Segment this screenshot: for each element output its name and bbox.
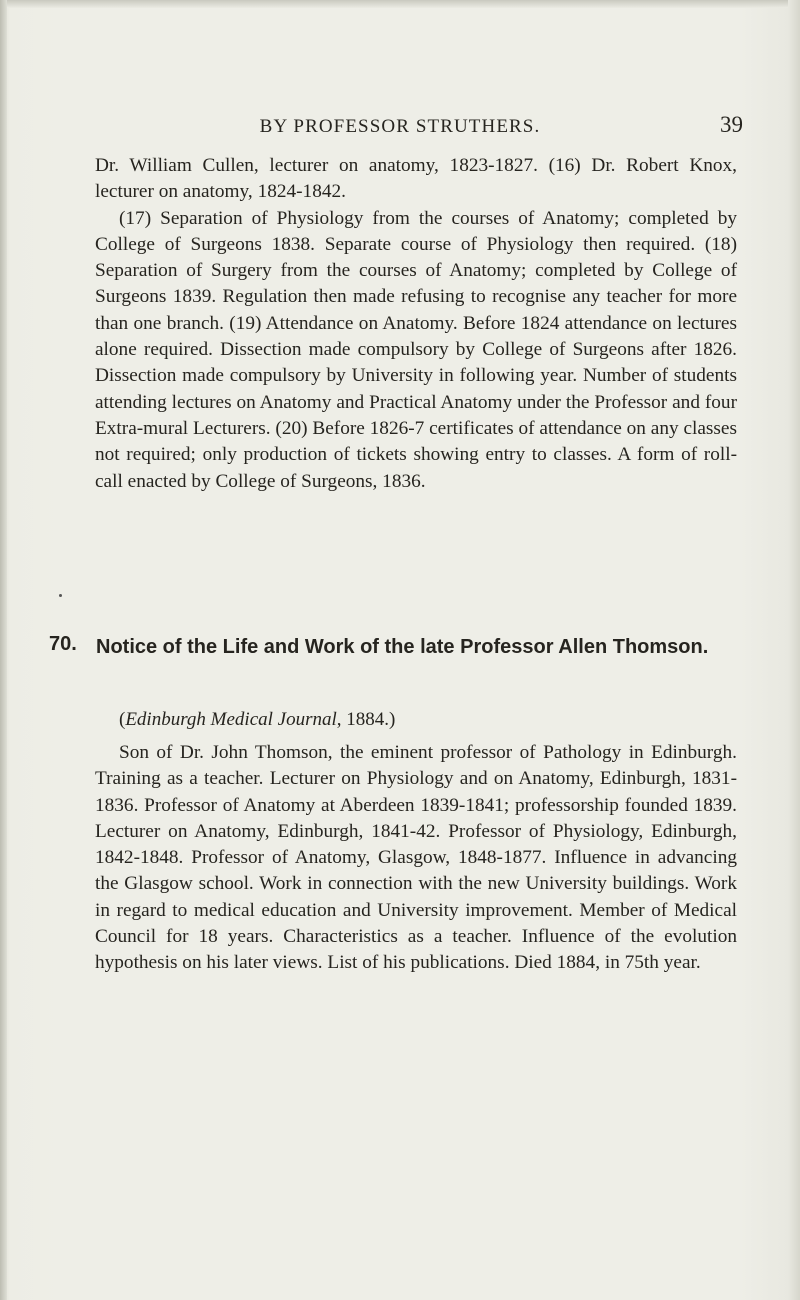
margin-mark [59, 594, 62, 597]
source-open-paren: ( [119, 709, 126, 730]
page-right-edge [788, 0, 800, 1300]
binding-edge [0, 0, 7, 1300]
running-head [0, 112, 800, 142]
entry-title: Notice of the Life and Work of the late Professor Allen Thomson. [96, 636, 709, 658]
entry-body: Son of Dr. John Thomson, the eminent professor of Pathology in Edinburgh. Training as a teacher. Lecturer on Physiology and on Anatomy, Edinburgh, 1831-1836. Professor of Anatomy at Aberdeen 1839-1841; professorship founded 1839. Lecturer on Anatomy, Edinburgh, 1841-42. Professor of Physiology, Edinburgh, 1842-1848. Professor of Anatomy, Glasgow, 1848-1877. Influence in advancing the Glasgow school. Work in connection with the new University buildings. Work in regard to medical education and University improvement. Member of Medical Council for 18 years. Characteristics as a teacher. Influence of the evolution hypothesis on his later views. List of his publications. Died 1884, in 75th year. [95, 742, 737, 974]
entry-source [119, 709, 395, 731]
paragraph-cullen-knox: Dr. William Cullen, lecturer on anatomy, 1823-1827. (16) Dr. Robert Knox, lecturer on anatomy, 1824-1842. [95, 155, 737, 203]
source-journal-title: Edinburgh Medical Journal [125, 709, 337, 730]
page-top-edge [0, 0, 800, 8]
page-number: 39 [720, 112, 743, 137]
body-text-entry [95, 740, 737, 977]
entry-number: 70. [49, 633, 77, 655]
body-text-top [95, 153, 737, 495]
paragraph-separation-notes: (17) Separation of Physiology from the courses of Anatomy; completed by College of Surgeons 1838. Separate course of Physiology then required. (18) Separation of Surgery from the courses of Anatomy; completed by College of Surgeons 1839. Regulation then made refusing to recognise any teacher for more than one branch. (19) Attendance on Anatomy. Before 1824 attendance on lectures alone required. Dissection made compulsory by College of Surgeons after 1826. Dissection made compulsory by University in following year. Number of students attending lectures on Anatomy and Practical Anatomy under the Professor and four Extra-mural Lecturers. (20) Before 1826-7 certificates of attendance on any classes not required; only production of tickets showing entry to classes. A form of roll-call enacted by College of Surgeons, 1836. [95, 207, 737, 492]
running-head-title: BY PROFESSOR STRUTHERS. [259, 116, 541, 137]
source-year: , 1884.) [336, 709, 396, 730]
